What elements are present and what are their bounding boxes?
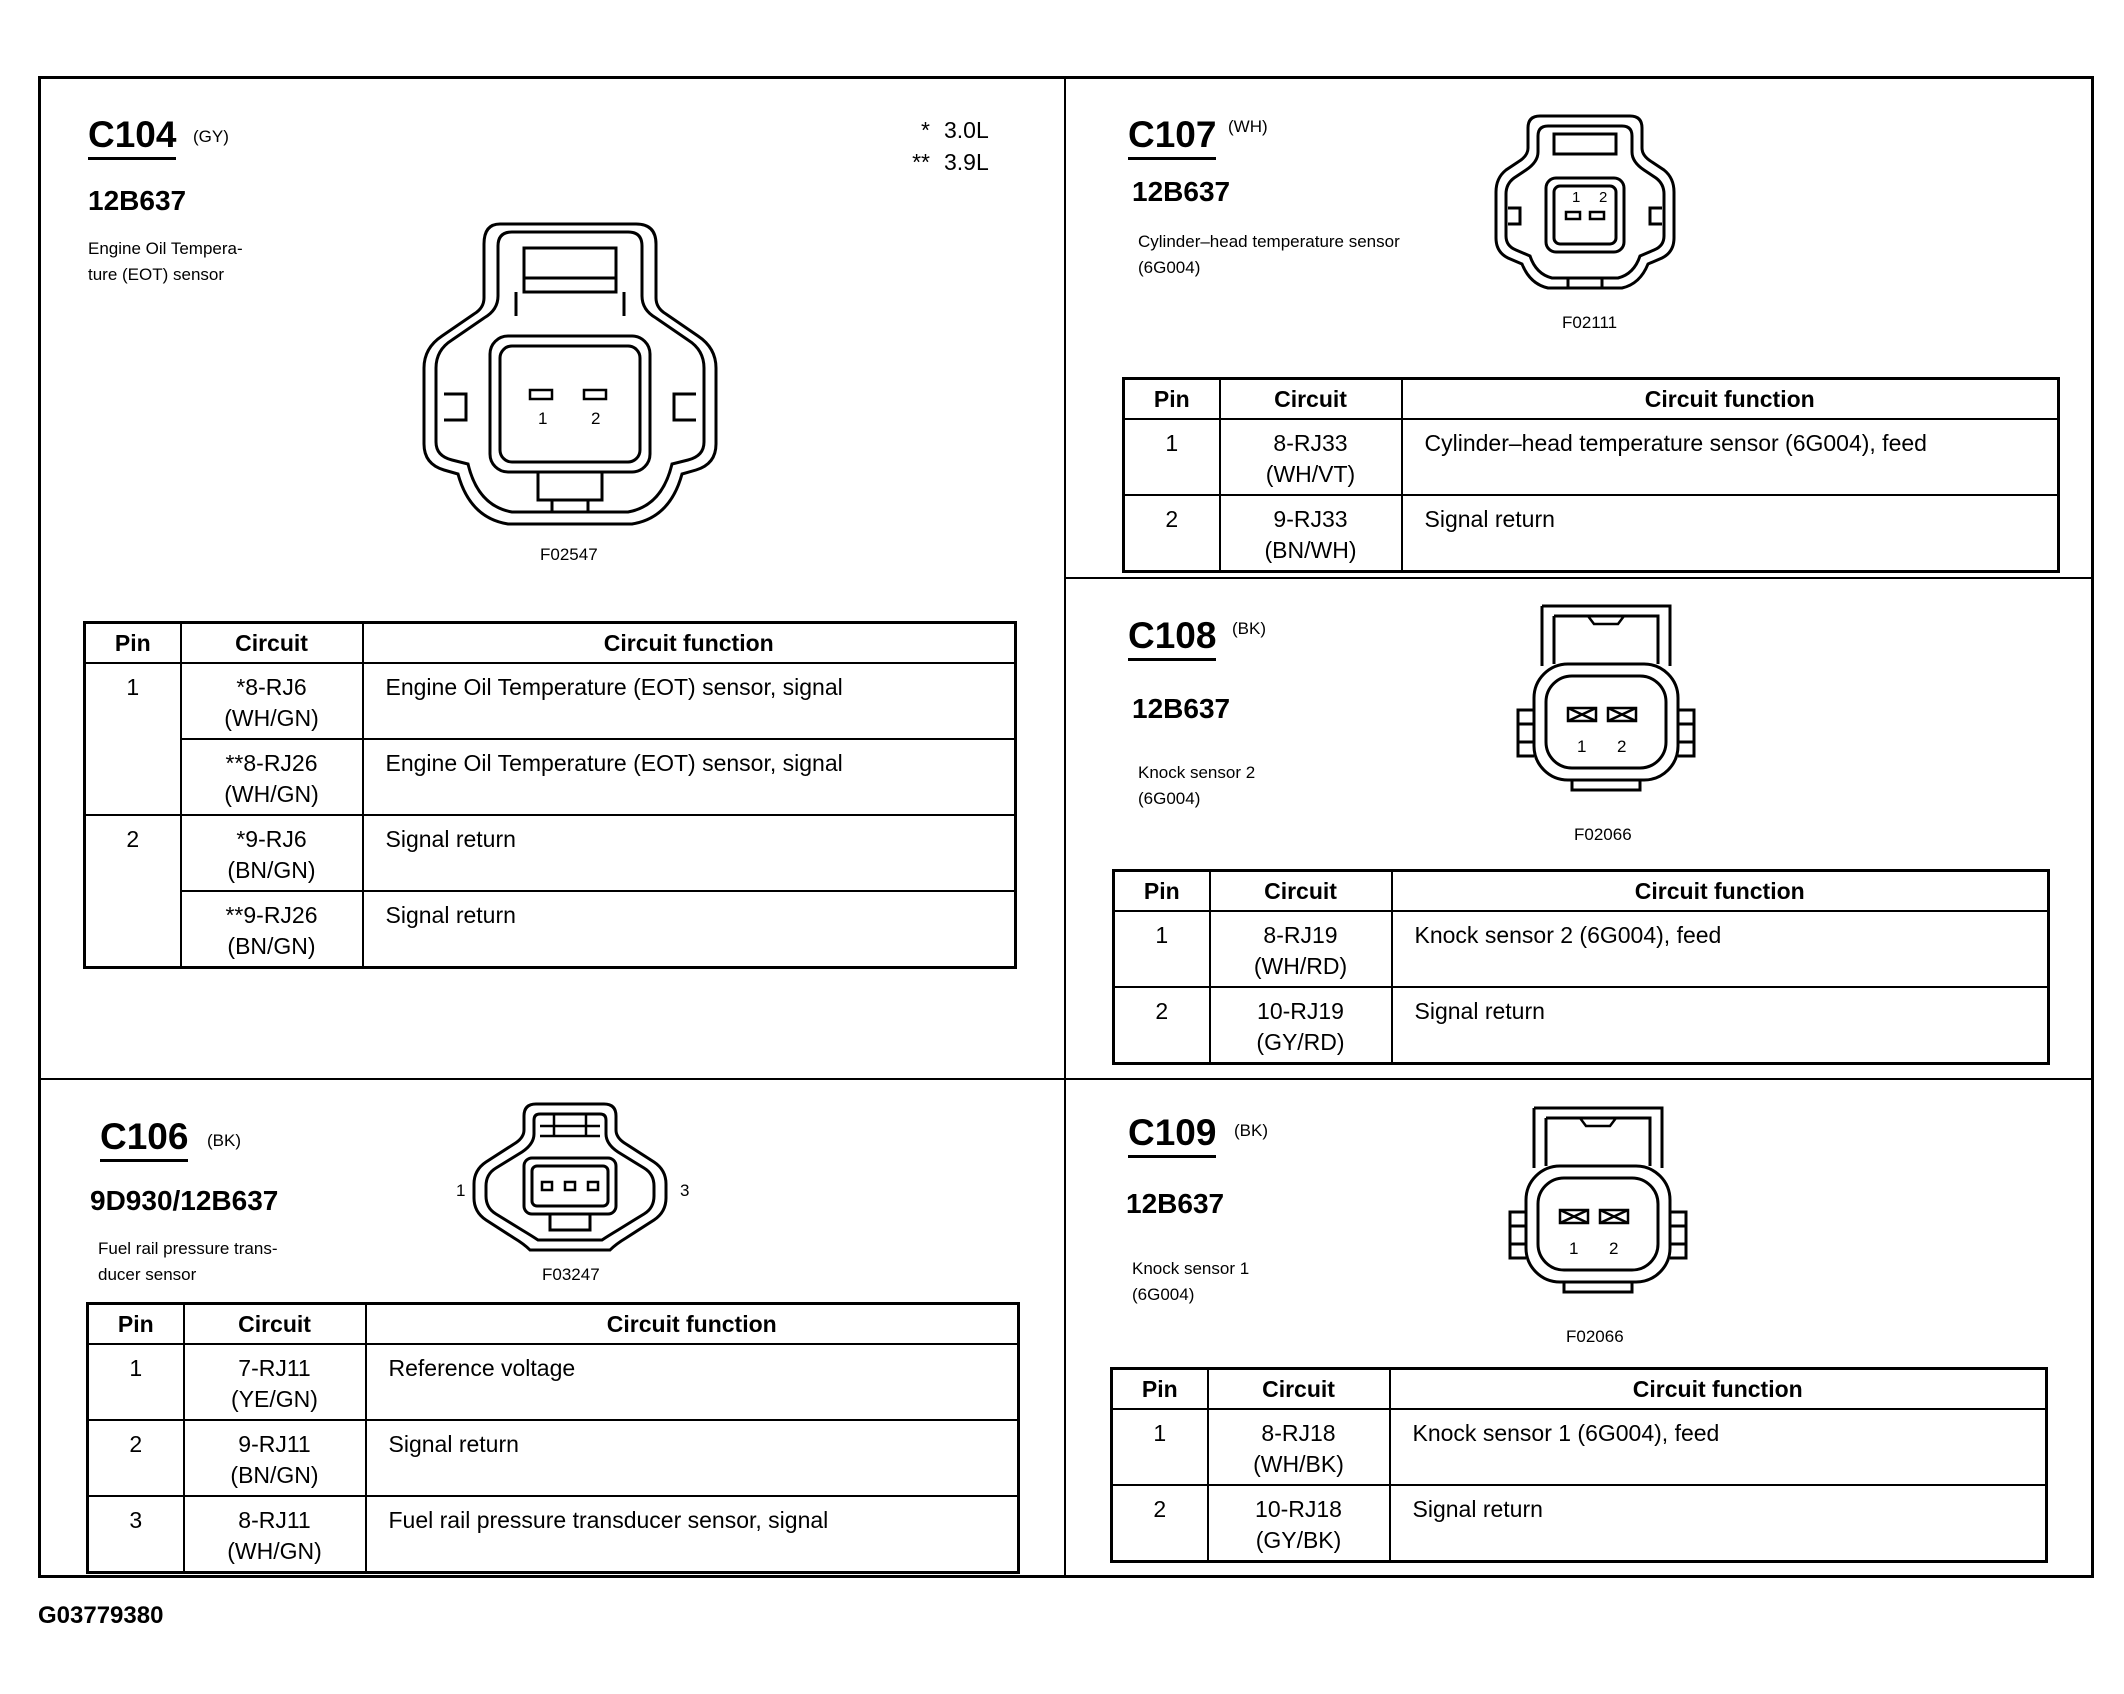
circuit-cell: 8-RJ11 (WH/GN) bbox=[184, 1496, 366, 1573]
pin-label: 2 bbox=[1609, 1239, 1619, 1258]
pin-table bbox=[1110, 1367, 2048, 1563]
function-cell: Signal return bbox=[1392, 987, 2049, 1064]
figure-id: F02547 bbox=[540, 545, 598, 564]
connector-description: Fuel rail pressure trans- ducer sensor bbox=[98, 1239, 278, 1284]
table-row bbox=[1114, 911, 2049, 987]
header-function: Circuit function bbox=[1390, 1369, 2047, 1410]
table-row bbox=[85, 815, 1016, 891]
function-cell: Knock sensor 1 (6G004), feed bbox=[1390, 1409, 2047, 1485]
header-pin: Pin bbox=[1114, 871, 1210, 912]
figure-id: F02066 bbox=[1566, 1327, 1624, 1346]
connector-color: (GY) bbox=[193, 127, 229, 146]
pin-label: 1 bbox=[1569, 1239, 1579, 1258]
pin-number: 1 bbox=[1112, 1409, 1208, 1485]
connector-color: (BK) bbox=[207, 1131, 241, 1150]
connector-c106-icon bbox=[470, 1100, 670, 1260]
pin-label: 1 bbox=[456, 1181, 466, 1200]
legend-item: ** 3.9L bbox=[912, 149, 989, 175]
figure-id: F03247 bbox=[542, 1265, 600, 1284]
table-row bbox=[1124, 419, 2059, 495]
table-header bbox=[85, 623, 1016, 664]
part-number: 12B637 bbox=[1132, 693, 1231, 724]
connector-id: C104 bbox=[88, 116, 176, 160]
table-row bbox=[1114, 987, 2049, 1064]
connector-description: Cylinder–head temperature sensor (6G004) bbox=[1138, 232, 1400, 277]
pin-table bbox=[86, 1302, 1020, 1574]
circuit-cell: **8-RJ26 (WH/GN) bbox=[181, 739, 363, 815]
table-header bbox=[1114, 871, 2049, 912]
connector-id: C109 bbox=[1128, 1114, 1216, 1158]
header-pin: Pin bbox=[1112, 1369, 1208, 1410]
circuit-cell: *9-RJ6 (BN/GN) bbox=[181, 815, 363, 891]
pin-table bbox=[83, 621, 1017, 969]
function-cell: Signal return bbox=[1390, 1485, 2047, 1562]
function-cell: Reference voltage bbox=[366, 1344, 1019, 1420]
table-header bbox=[1112, 1369, 2047, 1410]
table-row bbox=[1124, 495, 2059, 572]
connector-description: Knock sensor 2 (6G004) bbox=[1138, 763, 1256, 808]
circuit-cell: 7-RJ11 (YE/GN) bbox=[184, 1344, 366, 1420]
function-cell: Engine Oil Temperature (EOT) sensor, signal bbox=[363, 663, 1016, 739]
header-pin: Pin bbox=[1124, 379, 1220, 420]
header-function: Circuit function bbox=[363, 623, 1016, 664]
divider-right-upper bbox=[1064, 577, 2094, 579]
connector-id: C108 bbox=[1128, 617, 1216, 661]
divider-right-lower bbox=[1064, 1078, 2094, 1080]
table-header bbox=[1124, 379, 2059, 420]
table-row bbox=[88, 1344, 1019, 1420]
figure-id-footer: G03779380 bbox=[38, 1602, 164, 1629]
header-circuit: Circuit bbox=[1208, 1369, 1390, 1410]
divider-vertical bbox=[1064, 76, 1066, 1578]
header-function: Circuit function bbox=[366, 1304, 1019, 1345]
table-row bbox=[1112, 1409, 2047, 1485]
pin-number: 1 bbox=[85, 663, 181, 815]
part-number: 9D930/12B637 bbox=[90, 1185, 279, 1216]
table-row bbox=[85, 739, 1016, 815]
figure-id: F02066 bbox=[1574, 825, 1632, 844]
engine-legend bbox=[900, 114, 989, 178]
pin-table bbox=[1122, 377, 2060, 573]
part-number: 12B637 bbox=[1126, 1188, 1225, 1219]
table-row bbox=[88, 1496, 1019, 1573]
pin-number: 2 bbox=[1124, 495, 1220, 572]
connector-description: Engine Oil Tempera- ture (EOT) sensor bbox=[88, 239, 243, 284]
table-row bbox=[85, 891, 1016, 968]
function-cell: Signal return bbox=[363, 815, 1016, 891]
circuit-cell: 8-RJ33 (WH/VT) bbox=[1220, 419, 1402, 495]
connector-c108-icon bbox=[1512, 602, 1702, 792]
connector-id: C106 bbox=[100, 1118, 188, 1162]
pin-label: 2 bbox=[1599, 189, 1608, 206]
pin-label: 3 bbox=[680, 1181, 690, 1200]
circuit-cell: 8-RJ19 (WH/RD) bbox=[1210, 911, 1392, 987]
header-function: Circuit function bbox=[1402, 379, 2059, 420]
connector-color: (BK) bbox=[1234, 1121, 1268, 1140]
connector-color: (BK) bbox=[1232, 619, 1266, 638]
function-cell: Engine Oil Temperature (EOT) sensor, signal bbox=[363, 739, 1016, 815]
pin-number: 2 bbox=[85, 815, 181, 968]
pin-number: 1 bbox=[1114, 911, 1210, 987]
circuit-cell: 10-RJ18 (GY/BK) bbox=[1208, 1485, 1390, 1562]
table-row bbox=[1112, 1485, 2047, 1562]
part-number: 12B637 bbox=[1132, 176, 1231, 207]
circuit-cell: 9-RJ33 (BN/WH) bbox=[1220, 495, 1402, 572]
table-header bbox=[88, 1304, 1019, 1345]
function-cell: Signal return bbox=[363, 891, 1016, 968]
circuit-cell: **9-RJ26 (BN/GN) bbox=[181, 891, 363, 968]
pin-number: 1 bbox=[88, 1344, 184, 1420]
pin-number: 2 bbox=[1114, 987, 1210, 1064]
connector-c109-icon bbox=[1504, 1104, 1694, 1294]
function-cell: Cylinder–head temperature sensor (6G004), feed bbox=[1402, 419, 2059, 495]
circuit-cell: 8-RJ18 (WH/BK) bbox=[1208, 1409, 1390, 1485]
connector-description: Knock sensor 1 (6G004) bbox=[1132, 1259, 1250, 1304]
pin-label: 2 bbox=[1617, 737, 1627, 756]
table-row bbox=[88, 1420, 1019, 1496]
table-row bbox=[85, 663, 1016, 739]
legend-item: * 3.0L bbox=[921, 117, 989, 143]
connector-color: (WH) bbox=[1228, 117, 1268, 136]
header-function: Circuit function bbox=[1392, 871, 2049, 912]
header-circuit: Circuit bbox=[184, 1304, 366, 1345]
pin-number: 2 bbox=[1112, 1485, 1208, 1562]
pin-number: 1 bbox=[1124, 419, 1220, 495]
function-cell: Signal return bbox=[1402, 495, 2059, 572]
pin-number: 3 bbox=[88, 1496, 184, 1573]
connector-c107-icon bbox=[1492, 112, 1678, 292]
pin-label: 1 bbox=[538, 409, 548, 428]
pin-label: 1 bbox=[1577, 737, 1587, 756]
pin-table bbox=[1112, 869, 2050, 1065]
function-cell: Fuel rail pressure transducer sensor, signal bbox=[366, 1496, 1019, 1573]
pin-number: 2 bbox=[88, 1420, 184, 1496]
divider-left-horizontal bbox=[38, 1078, 1066, 1080]
header-pin: Pin bbox=[85, 623, 181, 664]
header-circuit: Circuit bbox=[1210, 871, 1392, 912]
function-cell: Knock sensor 2 (6G004), feed bbox=[1392, 911, 2049, 987]
circuit-cell: *8-RJ6 (WH/GN) bbox=[181, 663, 363, 739]
connector-c104-icon bbox=[420, 218, 720, 528]
pin-label: 1 bbox=[1572, 189, 1581, 206]
circuit-cell: 9-RJ11 (BN/GN) bbox=[184, 1420, 366, 1496]
header-pin: Pin bbox=[88, 1304, 184, 1345]
connector-id: C107 bbox=[1128, 116, 1216, 160]
header-circuit: Circuit bbox=[1220, 379, 1402, 420]
circuit-cell: 10-RJ19 (GY/RD) bbox=[1210, 987, 1392, 1064]
pin-label: 2 bbox=[591, 409, 601, 428]
header-circuit: Circuit bbox=[181, 623, 363, 664]
part-number: 12B637 bbox=[88, 185, 187, 216]
function-cell: Signal return bbox=[366, 1420, 1019, 1496]
figure-id: F02111 bbox=[1562, 313, 1618, 332]
